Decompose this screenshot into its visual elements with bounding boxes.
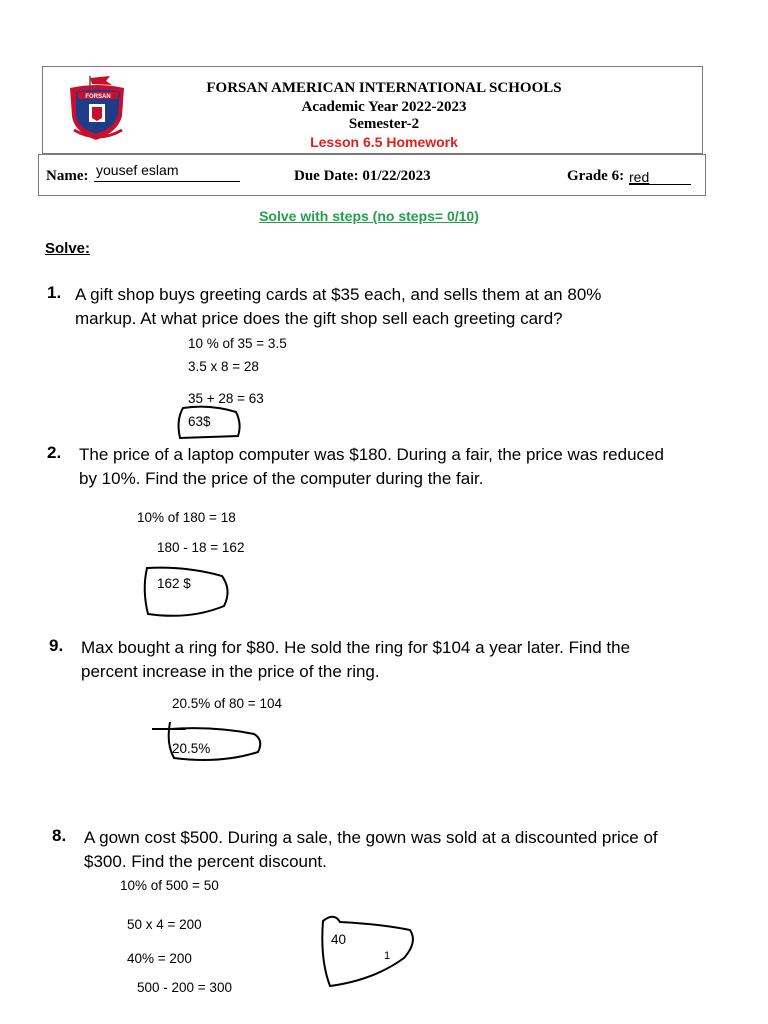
answer-mark: 1 [384, 950, 391, 962]
answer: 20.5% [172, 741, 211, 756]
due-date: Due Date: 01/22/2023 [294, 168, 431, 184]
question-number: 1. [47, 283, 62, 302]
instructions: Solve with steps (no steps= 0/10) [259, 208, 479, 224]
work-step: 20.5% of 80 = 104 [172, 696, 282, 711]
grade-label: Grade 6: [567, 168, 625, 184]
name-label: Name: [46, 168, 89, 184]
work-step: 50 x 4 = 200 [127, 917, 202, 932]
question-line: Max bought a ring for $80. He sold the ring for $104 a year later. Find the [81, 638, 631, 657]
question-line: The price of a laptop computer was $180. During a fair, the price was reduced [79, 445, 664, 464]
work-step: 35 + 28 = 63 [188, 391, 264, 406]
question-line: percent increase in the price of the ring. [81, 662, 380, 681]
work-step: 10% of 180 = 18 [137, 510, 236, 525]
work-step: 3.5 x 8 = 28 [188, 359, 259, 374]
question-line: markup. At what price does the gift shop sell each greeting card? [75, 309, 563, 328]
name-value: yousef eslam [96, 162, 179, 178]
question-number: 8. [52, 826, 67, 845]
question-line: by 10%. Find the price of the computer during the fair. [79, 469, 484, 488]
solve-label: Solve: [45, 240, 91, 257]
lesson-title: Lesson 6.5 Homework [310, 134, 458, 150]
logo-text: FORSAN [85, 94, 111, 100]
answer-circle [179, 407, 240, 438]
work-step: 40% = 200 [127, 951, 192, 966]
academic-year: Academic Year 2022-2023 [301, 99, 467, 115]
question-line: A gown cost $500. During a sale, the gown was sold at a discounted price of [84, 828, 658, 847]
answer: 63$ [188, 414, 211, 429]
answer-circle [322, 917, 413, 986]
question-line: A gift shop buys greeting cards at $35 each, and sells them at an 80% [75, 285, 602, 304]
question-number: 9. [49, 636, 64, 655]
answer: 40 [331, 932, 347, 947]
school-name: FORSAN AMERICAN INTERNATIONAL SCHOOLS [206, 80, 562, 96]
work-step: 10% of 500 = 50 [120, 878, 219, 893]
semester: Semester-2 [348, 116, 420, 132]
work-step: 180 - 18 = 162 [157, 540, 245, 555]
question-line: $300. Find the percent discount. [84, 852, 327, 871]
question-number: 2. [47, 443, 62, 462]
answer-circle [152, 722, 260, 760]
answer: 162 $ [157, 576, 191, 591]
work-step: 500 - 200 = 300 [137, 980, 232, 995]
answer-circle [145, 568, 228, 616]
work-step: 10 % of 35 = 3.5 [188, 336, 287, 351]
grade-value: red [629, 169, 650, 185]
